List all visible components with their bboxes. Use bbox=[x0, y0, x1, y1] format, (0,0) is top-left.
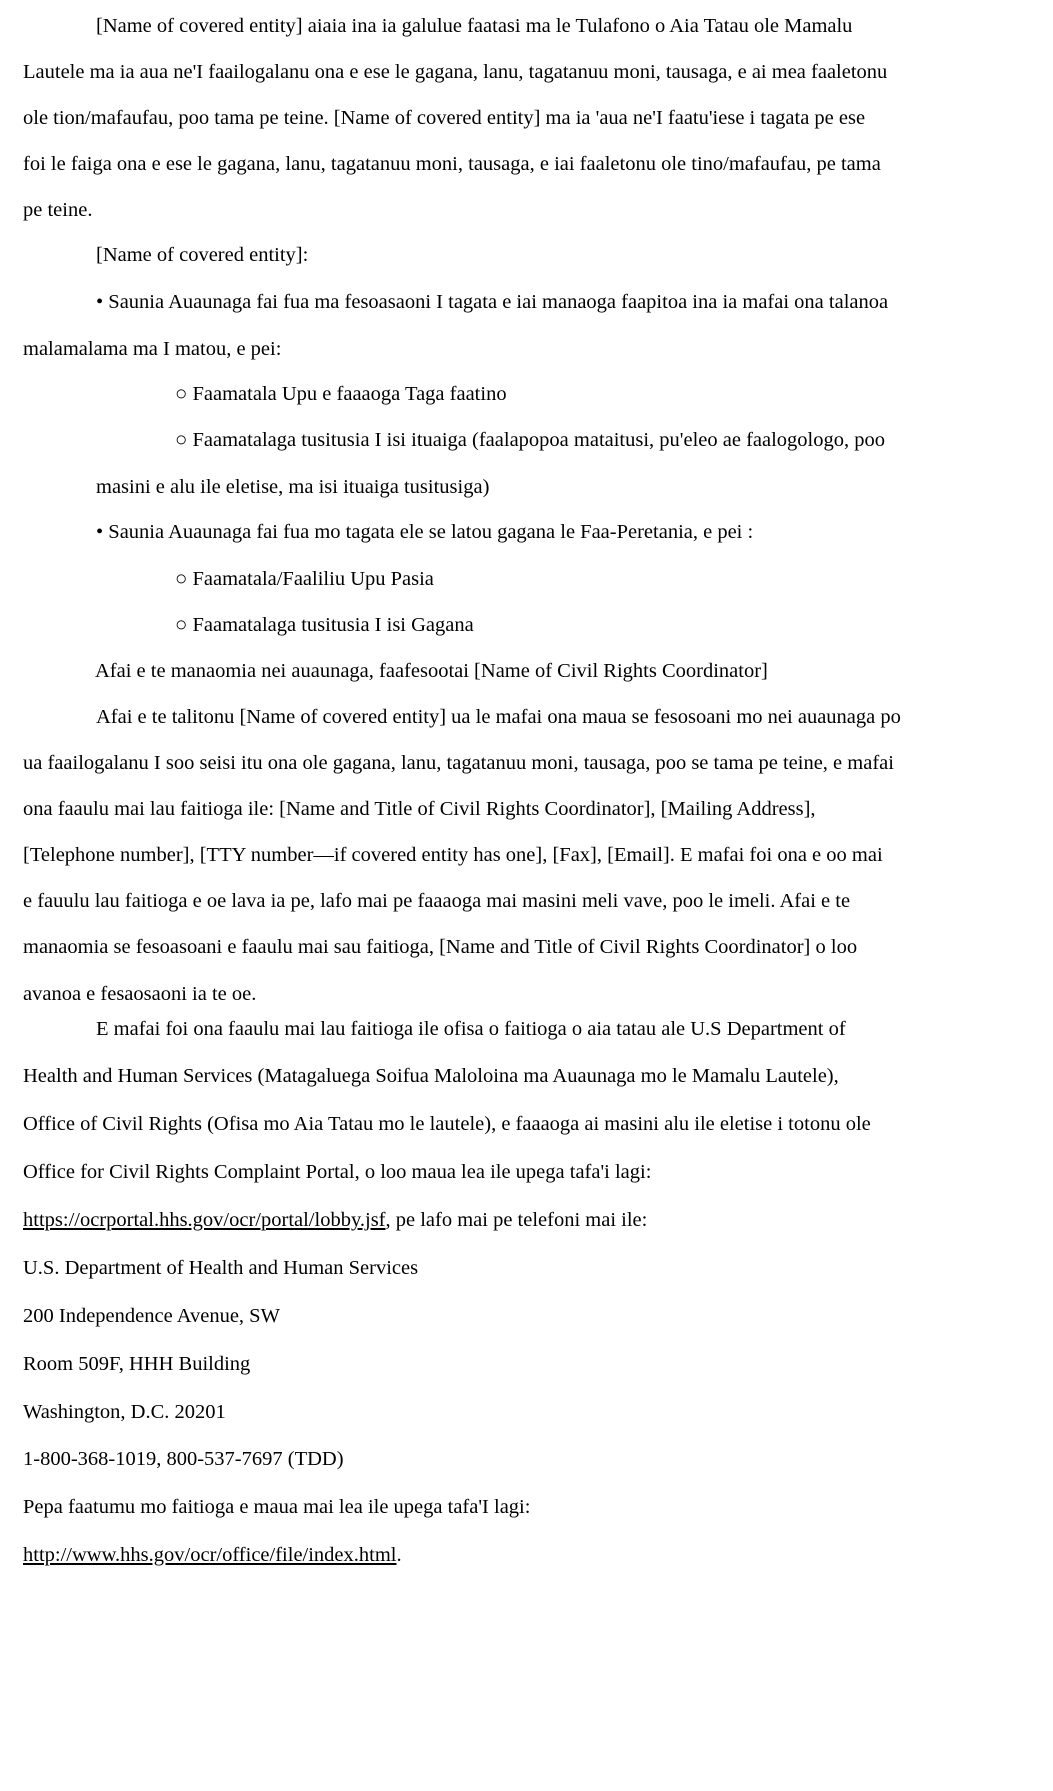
phone-line: 1-800-368-1019, 800-537-7697 (TDD) bbox=[23, 1448, 344, 1470]
paragraph-line: Health and Human Services (Matagaluega Soifua Maloloina ma Auaunaga mo le Mamalu Lautele), bbox=[23, 1065, 839, 1087]
address-line: Room 509F, HHH Building bbox=[23, 1353, 251, 1375]
bullet-item: • Saunia Auaunaga fai fua ma fesoasaoni I tagata e iai manaoga faapitoa ina ia mafai ona talanoa bbox=[96, 291, 889, 313]
paragraph-line: Lautele ma ia aua ne'I faailogalanu ona e ese le gagana, lanu, tagatanuu moni, tausaga, e ai mea faaletonu bbox=[23, 61, 888, 83]
ocr-portal-link[interactable]: https://ocrportal.hhs.gov/ocr/portal/lobby.jsf bbox=[23, 1209, 386, 1231]
sub-bullet-item: ○ Faamatala Upu e faaaoga Taga faatino bbox=[175, 383, 507, 405]
paragraph-line: ua faailogalanu I soo seisi itu ona ole gagana, lanu, tagatanuu moni, tausaga, poo se tama pe teine, e mafai bbox=[23, 752, 894, 774]
paragraph-line: pe teine. bbox=[23, 199, 93, 221]
paragraph-line: avanoa e fesaosaoni ia te oe. bbox=[23, 983, 257, 1005]
address-line: U.S. Department of Health and Human Services bbox=[23, 1257, 419, 1279]
paragraph-line: ona faaulu mai lau faitioga ile: [Name and Title of Civil Rights Coordinator], [Mailing Address], bbox=[23, 798, 816, 820]
sub-bullet-item: ○ Faamatala/Faaliliu Upu Pasia bbox=[175, 568, 434, 590]
address-line: 200 Independence Avenue, SW bbox=[23, 1305, 280, 1327]
paragraph-line: e fauulu lau faitioga e oe lava ia pe, lafo mai pe faaaoga mai masini meli vave, poo le imeli. Afai e te bbox=[23, 890, 851, 912]
paragraph-line: ole tion/mafaufau, poo tama pe teine. [Name of covered entity] ma ia 'aua ne'I faatu'iese i tagata pe ese bbox=[23, 107, 866, 129]
paragraph-line: manaomia se fesoasoani e faaulu mai sau faitioga, [Name and Title of Civil Rights Coordinator] o loo bbox=[23, 936, 858, 958]
forms-url-line bbox=[23, 1543, 402, 1567]
sub-bullet-item-cont: masini e alu ile eletise, ma isi ituaiga tusitusiga) bbox=[96, 476, 490, 498]
bullet-item-cont: malamalama ma I matou, e pei: bbox=[23, 338, 282, 360]
forms-line: Pepa faatumu mo faitioga e maua mai lea ile upega tafa'I lagi: bbox=[23, 1496, 531, 1518]
forms-url-suffix: . bbox=[396, 1544, 402, 1566]
paragraph-line: Afai e te talitonu [Name of covered entity] ua le mafai ona maua se fesosoani mo nei auaunaga po bbox=[96, 706, 901, 728]
paragraph-line: Office for Civil Rights Complaint Portal, o loo maua lea ile upega tafa'i lagi: bbox=[23, 1161, 652, 1183]
address-line: Washington, D.C. 20201 bbox=[23, 1401, 226, 1423]
bullet-item: • Saunia Auaunaga fai fua mo tagata ele se latou gagana le Faa-Peretania, e pei : bbox=[96, 521, 754, 543]
portal-url-line bbox=[23, 1208, 647, 1232]
paragraph-line: E mafai foi ona faaulu mai lau faitioga ile ofisa o faitioga o aia tatau ale U.S Department of bbox=[96, 1018, 846, 1040]
sub-bullet-item: ○ Faamatalaga tusitusia I isi Gagana bbox=[175, 614, 474, 636]
paragraph-line: [Name of covered entity] aiaia ina ia galulue faatasi ma le Tulafono o Aia Tatau ole Mamalu bbox=[96, 15, 853, 37]
sub-bullet-item: ○ Faamatalaga tusitusia I isi ituaiga (faalapopoa mataitusi, pu'eleo ae faalogologo, poo bbox=[175, 429, 886, 451]
paragraph-line: foi le faiga ona e ese le gagana, lanu, tagatanuu moni, tausaga, e iai faaletonu ole tino/mafaufau, pe tama bbox=[23, 153, 881, 175]
entity-label: [Name of covered entity]: bbox=[96, 244, 309, 266]
paragraph-line: [Telephone number], [TTY number—if covered entity has one], [Fax], [Email]. E mafai foi ona e oo mai bbox=[23, 844, 883, 866]
contact-line: Afai e te manaomia nei auaunaga, faafesootai [Name of Civil Rights Coordinator] bbox=[95, 660, 768, 682]
portal-url-suffix: , pe lafo mai pe telefoni mai ile: bbox=[385, 1209, 648, 1231]
paragraph-line: Office of Civil Rights (Ofisa mo Aia Tatau mo le lautele), e faaaoga ai masini alu ile eletise i totonu ole bbox=[23, 1113, 871, 1135]
forms-link[interactable]: http://www.hhs.gov/ocr/office/file/index.html bbox=[23, 1544, 397, 1566]
